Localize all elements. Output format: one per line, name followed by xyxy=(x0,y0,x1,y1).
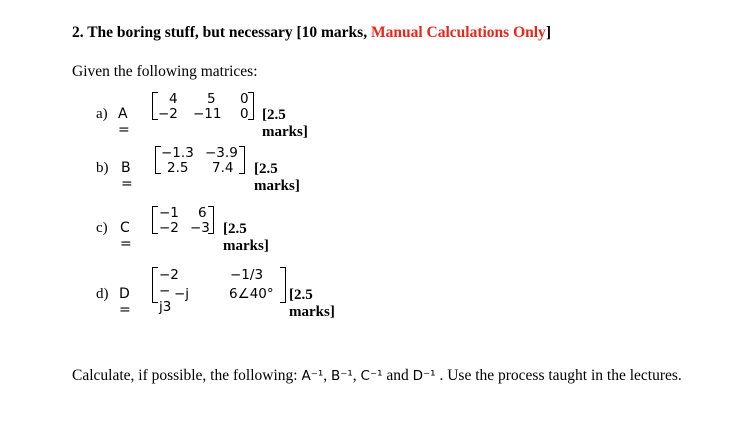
separator: , xyxy=(323,367,331,384)
left-bracket xyxy=(152,206,158,234)
matrix-cell: −j xyxy=(174,286,190,302)
matrix-cell: −2 xyxy=(159,220,179,236)
matrix-a-marks: [2.5 marks] xyxy=(262,107,308,140)
inverse-d: D⁻¹ xyxy=(412,368,436,384)
inverse-c: C⁻¹ xyxy=(360,368,383,384)
matrix-b-marks: [2.5 marks] xyxy=(254,161,300,194)
matrix-b-var: B = xyxy=(121,160,133,192)
matrix-cell: 0 xyxy=(240,91,249,107)
matrix-d-label: d) xyxy=(96,286,109,302)
matrix-cell: −1/3 xyxy=(230,267,264,283)
matrix-cell: −1 xyxy=(159,205,179,221)
matrix-a-label: a) xyxy=(96,106,108,122)
matrix-cell: 0 xyxy=(240,106,249,122)
inverse-a: A⁻¹ xyxy=(301,368,324,384)
instructions-text xyxy=(72,366,692,386)
matrix-a-var: A = xyxy=(118,106,130,138)
matrix-d-var: D = xyxy=(119,286,131,318)
manual-note: Manual Calculations Only xyxy=(370,24,546,41)
matrix-cell: 2.5 xyxy=(167,160,189,176)
matrix-cell: 4 xyxy=(169,91,178,107)
matrix-cell: −3 xyxy=(190,220,210,236)
question-title: 2. The boring stuff, but necessary [10 marks, xyxy=(72,24,371,41)
instructions-tail: . Use the process taught in the lectures. xyxy=(435,367,682,384)
matrix-cell: −2 − j3 xyxy=(159,267,179,315)
matrix-cell: −11 xyxy=(193,106,222,122)
matrix-cell: 7.4 xyxy=(212,160,234,176)
right-bracket xyxy=(239,146,245,174)
matrix-cell: 6∠40° xyxy=(229,286,274,302)
separator: and xyxy=(382,367,413,384)
right-bracket xyxy=(248,92,254,120)
right-bracket xyxy=(280,267,286,303)
matrix-cell: −2 xyxy=(158,106,178,122)
intro-text: Given the following matrices: xyxy=(72,63,258,80)
left-bracket xyxy=(152,267,158,303)
matrix-c-var: C = xyxy=(120,220,132,252)
matrix-cell: −3.9 xyxy=(205,145,238,161)
right-bracket xyxy=(208,206,214,234)
matrix-cell: −1.3 xyxy=(161,145,194,161)
matrix-d-marks: [2.5 marks] xyxy=(289,287,335,320)
close-bracket: ] xyxy=(545,24,551,41)
matrix-c-marks: [2.5 marks] xyxy=(223,221,269,254)
matrix-b-label: b) xyxy=(96,160,109,176)
instructions-lead: Calculate, if possible, the following: xyxy=(72,367,302,384)
inverse-b: B⁻¹ xyxy=(330,368,353,384)
matrix-c-label: c) xyxy=(96,220,108,236)
separator: , xyxy=(352,367,361,384)
matrix-cell: 5 xyxy=(207,91,216,107)
question-heading xyxy=(72,24,551,42)
matrix-cell: 6 xyxy=(198,205,207,221)
